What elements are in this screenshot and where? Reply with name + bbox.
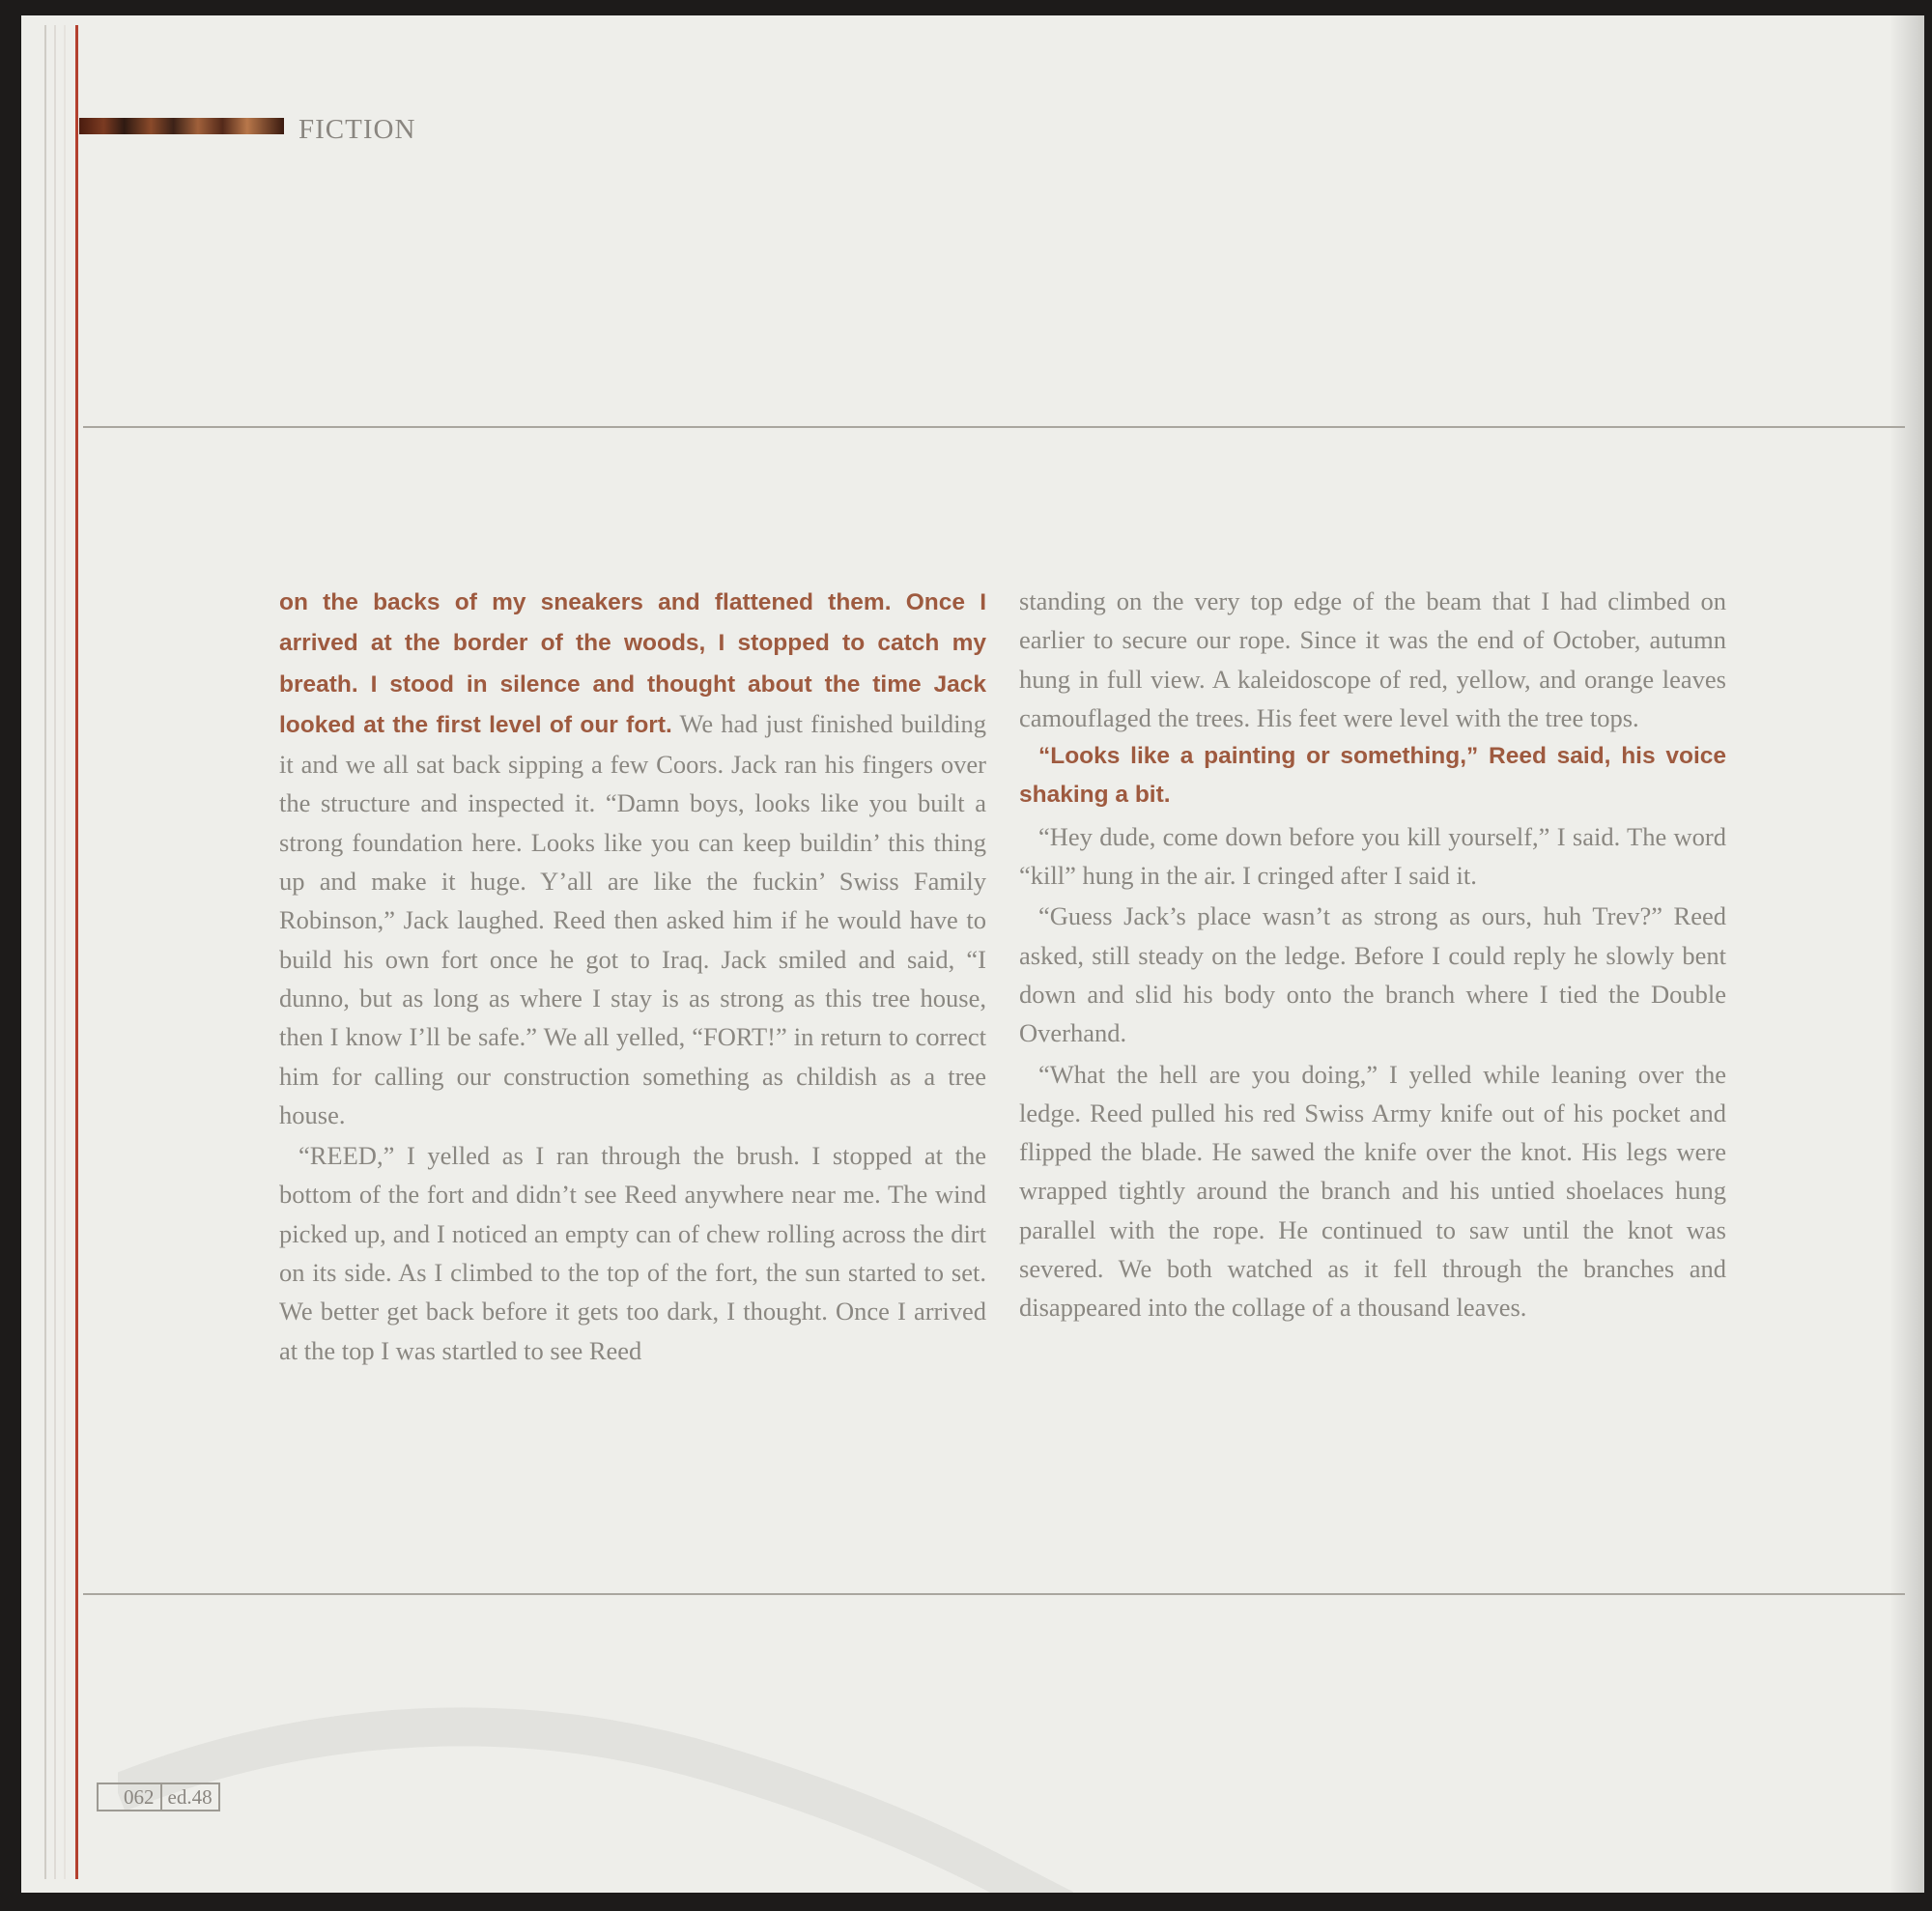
paragraph: “Guess Jack’s place wasn’t as strong as ours, huh Trev?” Reed asked, still steady on the ledge. Before I could reply he slowly bent down and slid his body onto the branch where I tied the Double Overhand.	[1019, 901, 1726, 1048]
paragraph: standing on the very top edge of the beam that I had climbed on earlier to secure our rope. Since it was the end of October, autumn hung in full view. A kaleidoscope of red, yellow, and orange leaves camouflaged the trees. His feet were level with the tree tops.	[1019, 586, 1726, 732]
paragraph-text: We had just finished building it and we all sat back sipping a few Coors. Jack ran his fingers over the structure and inspected it. “Damn boys, looks like you built a strong foundation here. Looks like you can keep buildin’ this thing up and make it huge. Y’all are like the fuckin’ Swiss Family Robinson,” Jack laughed. Reed then asked him if he would have to build his own fort once he got to Iraq. Jack smiled and said, “I dunno, but as long as where I stay is as strong as this tree house, then I know I’ll be safe.” We all yelled, “FORT!” in return to correct him for calling our construction something as childish as a tree house.	[279, 708, 986, 1129]
page-edge-stack	[64, 25, 66, 1879]
text-column-left	[279, 582, 986, 1370]
bottom-rule	[83, 1593, 1905, 1595]
page-edge-stack	[44, 25, 46, 1879]
paragraph: “What the hell are you doing,” I yelled while leaning over the ledge. Reed pulled his red Swiss Army knife out of his pocket and flipped the blade. He sawed the knife over the knot. His legs were wrapped tightly around the branch and his untied shoelaces hung parallel with the rope. He continued to saw until the knot was severed. We both watched as it fell through the branches and disappeared into the collage of a thousand leaves.	[1019, 1059, 1726, 1323]
gutter-shadow	[1889, 15, 1924, 1893]
paragraph: “Hey dude, come down before you kill yourself,” I said. The word “kill” hung in the air. I cringed after I said it.	[1019, 821, 1726, 891]
paragraph: “REED,” I yelled as I ran through the brush. I stopped at the bottom of the fort and didn’t see Reed anywhere near me. The wind picked up, and I noticed an empty can of chew rolling across the dirt on its side. As I climbed to the top of the fort, the sun started to set. We better get back before it gets too dark, I thought. Once I arrived at the top I was startled to see Reed	[279, 1141, 986, 1365]
top-rule	[83, 426, 1905, 428]
folio	[97, 1783, 220, 1811]
background-swirl-graphic	[118, 1677, 1084, 1893]
page-edge-accent	[75, 25, 78, 1879]
page-edge-stack	[54, 25, 56, 1879]
lead-in-text: on the backs of my sneakers and flattened them. Once I arrived at the border of the woods, I stopped to catch my breath. I stood in silence and thought about the time Jack looked at the first level of our fort.	[279, 589, 986, 738]
section-color-bar	[79, 118, 284, 134]
text-column-right	[1019, 582, 1726, 1327]
section-label: FICTION	[298, 114, 416, 145]
magazine-page	[21, 15, 1924, 1893]
edition-label: ed.48	[167, 1785, 213, 1809]
page-number: 062	[99, 1784, 162, 1810]
pull-quote: “Looks like a painting or something,” Reed said, his voice shaking a bit.	[1019, 743, 1726, 809]
paragraph	[279, 582, 986, 1134]
